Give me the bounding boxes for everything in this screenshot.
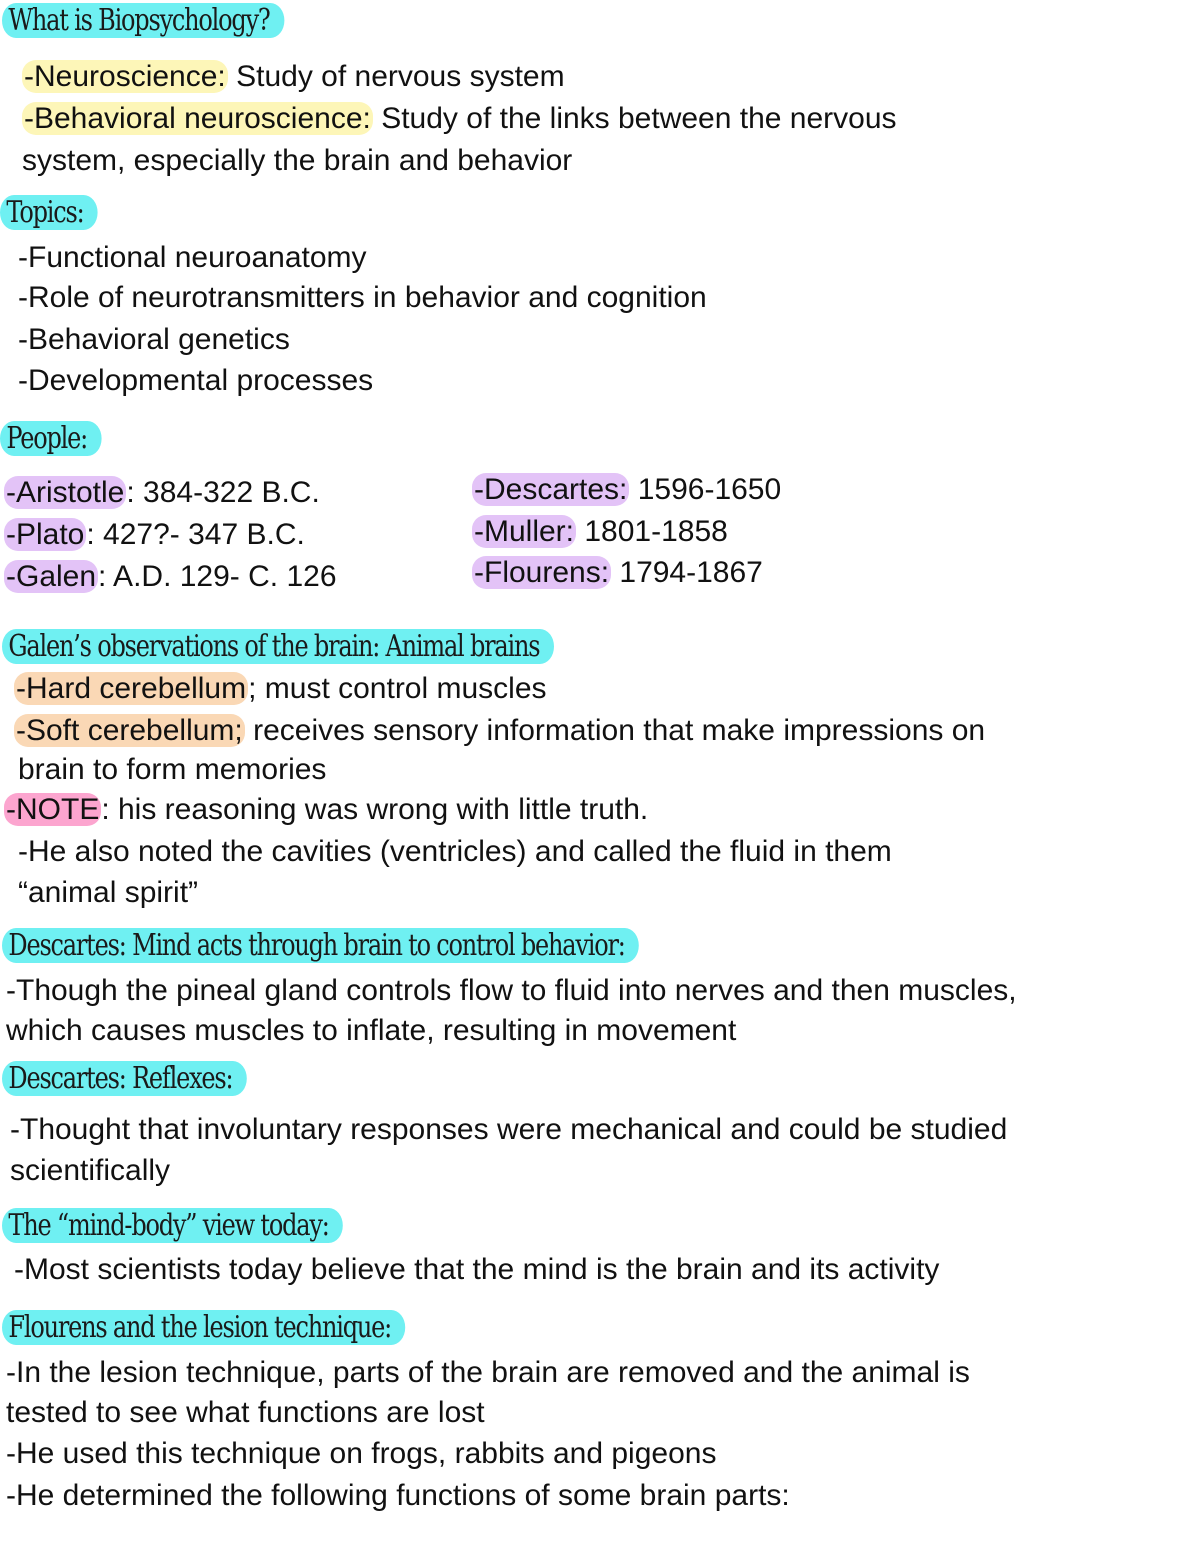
heading-descartes-mind: Descartes: Mind acts through brain to control behavior:	[2, 928, 639, 964]
person-name: -Aristotle	[6, 476, 125, 509]
cavities-line-2: “animal spirit”	[18, 876, 199, 909]
person-muller	[472, 512, 728, 552]
descartes-mind-line: -Though the pineal gland controls flow to fluid into nerves and then muscles,	[6, 974, 1017, 1007]
def-hard-cerebellum: ; must control muscles	[248, 672, 547, 705]
neuroscience-line	[22, 57, 565, 97]
person-name: -Flourens:	[474, 556, 610, 589]
lesion-line-3: -He used this technique on frogs, rabbits and pigeons	[6, 1437, 717, 1470]
heading-flourens: Flourens and the lesion technique:	[2, 1310, 405, 1346]
term-soft-cerebellum: -Soft cerebellum;	[16, 714, 243, 747]
person-descartes	[472, 470, 781, 510]
person-dates: : 427?- 347 B.C.	[86, 518, 305, 551]
mind-body-line: -Most scientists today believe that the mind is the brain and its activity	[14, 1253, 940, 1286]
person-name: -Galen	[6, 560, 97, 593]
reflexes-line: -Thought that involuntary responses were mechanical and could be studied	[10, 1113, 1008, 1146]
cavities-line: -He also noted the cavities (ventricles) and called the fluid in them	[18, 835, 892, 868]
topic-item: -Developmental processes	[18, 364, 374, 397]
topic-item: -Role of neurotransmitters in behavior and cognition	[18, 281, 707, 314]
person-galen	[4, 557, 337, 597]
reflexes-line-2: scientifically	[10, 1154, 171, 1187]
hard-cerebellum-line	[14, 669, 547, 709]
person-name: -Muller:	[474, 515, 575, 548]
behavioral-neuroscience-line	[22, 99, 897, 139]
def-neuroscience: Study of nervous system	[227, 60, 565, 93]
heading-galen-observations: Galen’s observations of the brain: Animal brains	[2, 629, 554, 665]
lesion-line: -In the lesion technique, parts of the brain are removed and the animal is	[6, 1356, 970, 1389]
heading-biopsychology: What is Biopsychology?	[2, 3, 284, 39]
topic-item: -Functional neuroanatomy	[18, 241, 367, 274]
heading-people: People:	[0, 421, 101, 457]
person-dates: : 384-322 B.C.	[126, 476, 320, 509]
person-dates: 1794-1867	[611, 556, 763, 589]
person-dates: 1596-1650	[629, 473, 782, 506]
def-soft-cerebellum: receives sensory information that make impressions on	[244, 714, 986, 747]
person-name: -Descartes:	[474, 473, 628, 506]
term-behavioral-neuroscience: -Behavioral neuroscience:	[24, 102, 371, 135]
heading-topics: Topics:	[0, 195, 98, 231]
person-aristotle	[4, 473, 320, 513]
note-text: : his reasoning was wrong with little truth.	[101, 793, 649, 826]
person-dates: : A.D. 129- C. 126	[98, 560, 337, 593]
lesion-line-2: tested to see what functions are lost	[6, 1396, 485, 1429]
topic-item: -Behavioral genetics	[18, 323, 290, 356]
term-hard-cerebellum: -Hard cerebellum	[16, 672, 247, 705]
term-neuroscience: -Neuroscience:	[24, 60, 226, 93]
behavioral-neuroscience-line-2: system, especially the brain and behavior	[22, 144, 573, 177]
term-note: -NOTE	[6, 793, 100, 826]
lesion-line-4: -He determined the following functions of some brain parts:	[6, 1479, 790, 1512]
soft-cerebellum-line	[14, 711, 985, 751]
note-line	[4, 790, 648, 830]
def-behavioral-neuroscience: Study of the links between the nervous	[372, 102, 897, 135]
descartes-mind-line-2: which causes muscles to inflate, resulting in movement	[6, 1014, 737, 1047]
heading-descartes-reflexes: Descartes: Reflexes:	[2, 1061, 247, 1097]
heading-mind-body: The “mind-body” view today:	[2, 1208, 343, 1244]
person-name: -Plato	[6, 518, 85, 551]
person-plato	[4, 515, 305, 555]
person-dates: 1801-1858	[576, 515, 728, 548]
person-flourens	[472, 553, 763, 593]
soft-cerebellum-line-2: brain to form memories	[18, 753, 327, 786]
